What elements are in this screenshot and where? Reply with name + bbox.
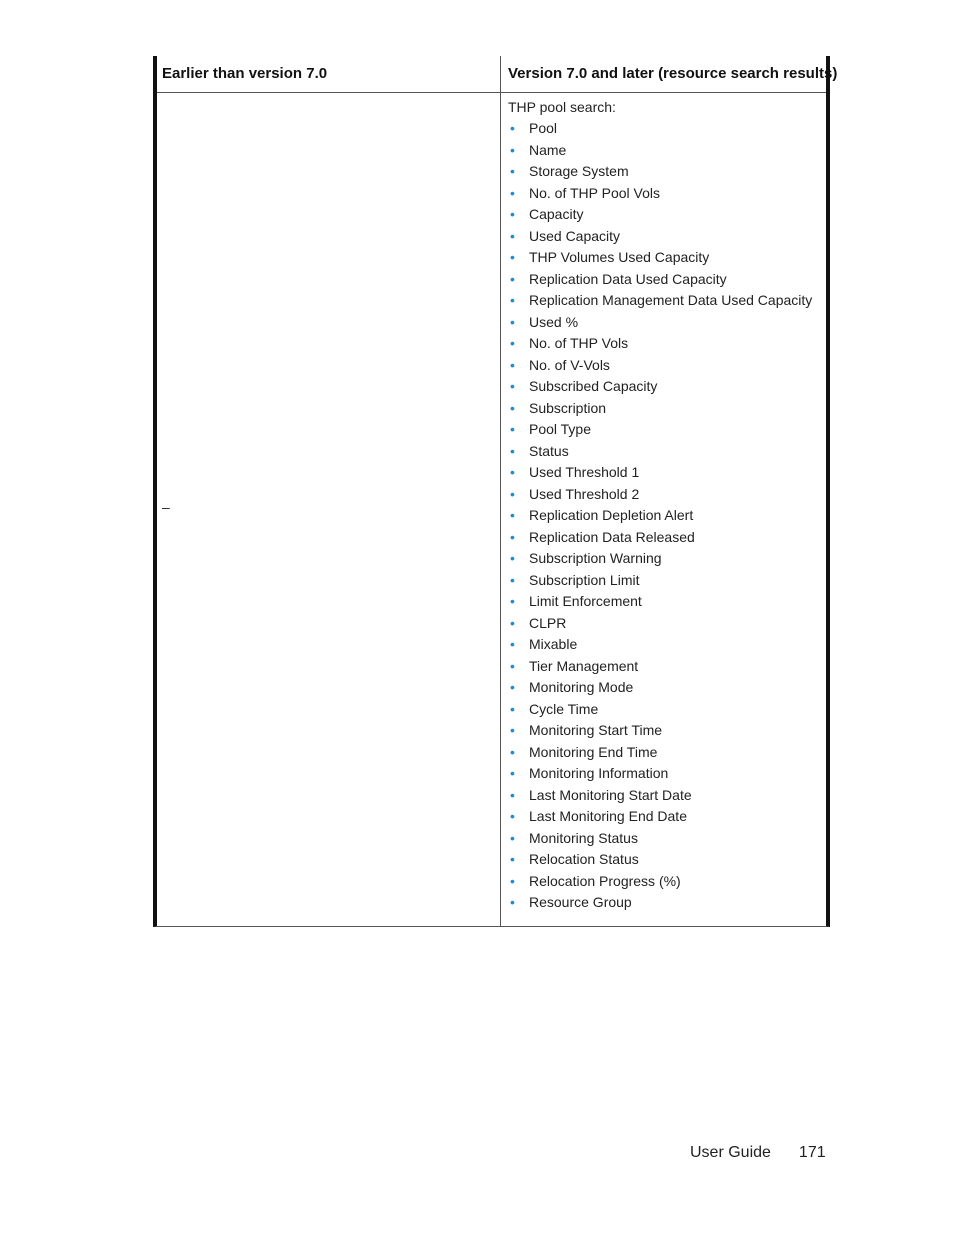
bullet-icon: •	[510, 270, 515, 287]
list-item-text: Capacity	[529, 206, 584, 222]
list-item	[508, 247, 828, 269]
list-item	[508, 355, 828, 377]
bullet-icon: •	[510, 808, 515, 824]
list-item-text: Monitoring Start Time	[529, 722, 663, 738]
list-item-text: CLPR	[529, 614, 567, 631]
list-item	[508, 591, 828, 613]
list-item-text: Mixable	[529, 636, 578, 652]
list-item-text: Used Threshold 2	[529, 485, 640, 502]
list-item	[508, 419, 828, 441]
bullet-icon: •	[510, 163, 515, 179]
bullet-icon: •	[510, 378, 515, 394]
list-item	[508, 140, 828, 162]
bullet-icon: •	[510, 593, 515, 609]
page-footer	[690, 1143, 826, 1163]
list-item	[508, 161, 828, 183]
bullet-icon: •	[510, 507, 515, 523]
bullet-icon: •	[510, 206, 515, 222]
list-item	[508, 527, 828, 549]
list-item	[508, 742, 828, 764]
bullet-icon: •	[510, 636, 515, 652]
attribute-table	[153, 56, 838, 927]
list-item-text: Used %	[529, 313, 579, 330]
list-item-text: Replication Management Data Used Capacity	[529, 292, 813, 308]
column-divider	[500, 56, 501, 926]
bullet-icon: •	[510, 614, 515, 631]
bullet-icon: •	[510, 120, 515, 136]
bullet-icon: •	[510, 894, 515, 910]
list-item-text: Replication Depletion Alert	[529, 507, 694, 523]
header-version-7-later: Version 7.0 and later (resource search results)	[508, 65, 838, 82]
list-item-text: Last Monitoring End Date	[529, 808, 687, 824]
bullet-icon: •	[510, 313, 515, 330]
bullet-icon: •	[510, 786, 515, 803]
bullet-icon: •	[510, 743, 515, 760]
list-item	[508, 849, 828, 871]
list-item	[508, 548, 828, 570]
bullet-icon: •	[510, 485, 515, 502]
list-item-text: Relocation Status	[529, 851, 639, 867]
list-item-text: Last Monitoring Start Date	[529, 786, 692, 803]
list-item	[508, 677, 828, 699]
bullet-icon: •	[510, 335, 515, 351]
bullet-icon: •	[510, 550, 515, 566]
list-item-text: Pool Type	[529, 421, 592, 437]
list-item	[508, 290, 828, 312]
list-item	[508, 570, 828, 592]
list-item-text: Subscription	[529, 399, 607, 416]
bullet-icon: •	[510, 571, 515, 588]
page-number: 171	[798, 1144, 826, 1161]
list-item	[508, 269, 828, 291]
bullet-icon: •	[510, 249, 515, 265]
list-item-text: Used Threshold 1	[529, 464, 640, 480]
list-item-text: Pool	[529, 120, 558, 136]
list-item	[508, 613, 828, 635]
list-item	[508, 441, 828, 463]
bullet-icon: •	[510, 292, 515, 308]
bullet-icon: •	[510, 356, 515, 373]
list-item-text: Monitoring Mode	[529, 679, 634, 695]
list-item	[508, 806, 828, 828]
header-earlier-version: Earlier than version 7.0	[162, 65, 328, 82]
right-cell	[508, 96, 828, 914]
list-item	[508, 871, 828, 893]
list-item	[508, 892, 828, 914]
bullet-icon: •	[510, 700, 515, 717]
list-item-text: Subscription Limit	[529, 571, 640, 588]
attribute-list	[508, 118, 828, 914]
list-item-text: No. of THP Vols	[529, 335, 629, 351]
list-item-text: Subscribed Capacity	[529, 378, 658, 394]
bullet-icon: •	[510, 442, 515, 459]
bullet-icon: •	[510, 227, 515, 244]
list-item	[508, 699, 828, 721]
bullet-icon: •	[510, 184, 515, 201]
list-item	[508, 118, 828, 140]
list-item	[508, 828, 828, 850]
list-item-text: Limit Enforcement	[529, 593, 642, 609]
bullet-icon: •	[510, 141, 515, 158]
list-item-text: Replication Data Released	[529, 528, 695, 545]
list-item-text: No. of V-Vols	[529, 356, 610, 373]
bullet-icon: •	[510, 829, 515, 846]
list-item	[508, 785, 828, 807]
header-rule	[157, 92, 826, 93]
list-item-text: Subscription Warning	[529, 550, 662, 566]
list-item-text: Name	[529, 141, 567, 158]
list-item	[508, 462, 828, 484]
list-item	[508, 333, 828, 355]
bullet-icon: •	[510, 679, 515, 695]
bullet-icon: •	[510, 872, 515, 889]
list-item	[508, 183, 828, 205]
bullet-icon: •	[510, 421, 515, 437]
list-item	[508, 226, 828, 248]
bullet-icon: •	[510, 851, 515, 867]
list-item	[508, 484, 828, 506]
list-item	[508, 505, 828, 527]
footer-label: User Guide	[690, 1144, 771, 1161]
list-item-text: Relocation Progress (%)	[529, 872, 681, 889]
list-item-text: Storage System	[529, 163, 629, 179]
bullet-icon: •	[510, 657, 515, 674]
list-item-text: Monitoring End Time	[529, 743, 658, 760]
list-item-text: Tier Management	[529, 657, 639, 674]
list-item	[508, 634, 828, 656]
list-item	[508, 763, 828, 785]
list-item-text: Cycle Time	[529, 700, 599, 717]
list-item	[508, 204, 828, 226]
list-item-text: Monitoring Status	[529, 829, 638, 846]
list-item	[508, 376, 828, 398]
list-item-text: Status	[529, 442, 569, 459]
list-item-text: Replication Data Used Capacity	[529, 270, 727, 287]
bullet-icon: •	[510, 765, 515, 781]
list-item	[508, 398, 828, 420]
list-item-text: Resource Group	[529, 894, 632, 910]
list-item	[508, 312, 828, 334]
left-cell-value: –	[162, 499, 170, 515]
list-item	[508, 656, 828, 678]
bullet-icon: •	[510, 722, 515, 738]
bullet-icon: •	[510, 464, 515, 480]
list-item-text: Monitoring Information	[529, 765, 669, 781]
bullet-icon: •	[510, 399, 515, 416]
bullet-icon: •	[510, 528, 515, 545]
list-item	[508, 720, 828, 742]
list-item-text: Used Capacity	[529, 227, 621, 244]
list-item-text: No. of THP Pool Vols	[529, 184, 660, 201]
list-item-text: THP Volumes Used Capacity	[529, 249, 710, 265]
thp-pool-search-intro: THP pool search:	[508, 99, 616, 115]
